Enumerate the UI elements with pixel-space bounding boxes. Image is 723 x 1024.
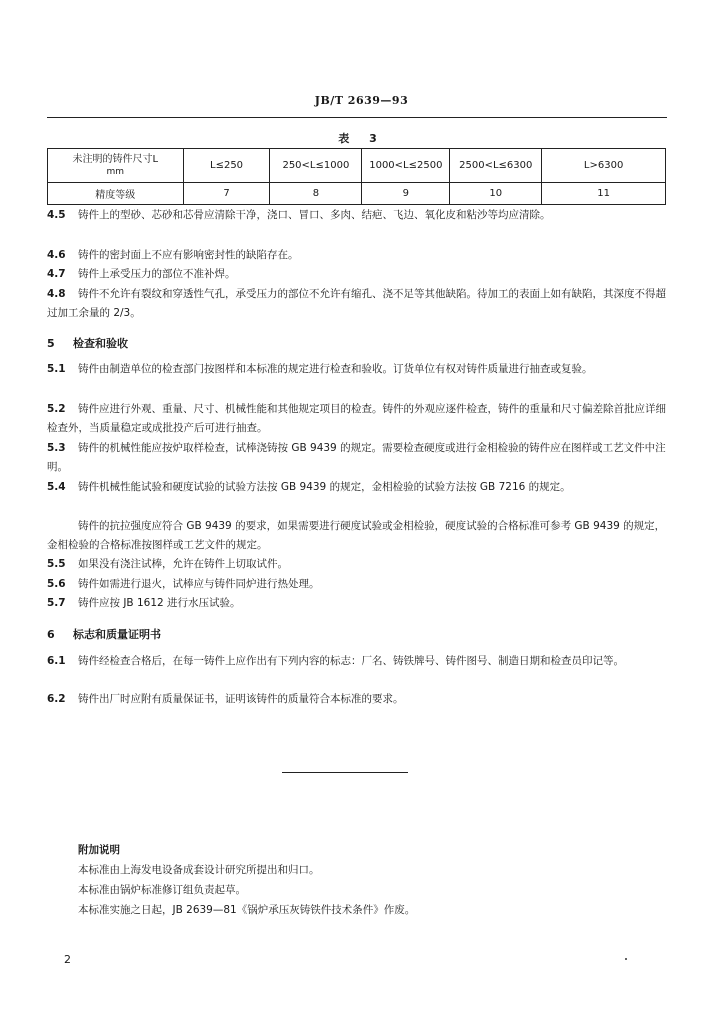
clause-5-2 [47, 400, 672, 437]
page-number: 2 [64, 953, 71, 966]
clause-5-5 [47, 555, 672, 574]
clause-5-6 [47, 575, 672, 594]
table-cell: 9 [362, 183, 450, 205]
clause-4-8 [47, 285, 672, 322]
table-header-cell: 精度等级 [48, 183, 184, 205]
clause-5-1 [47, 360, 672, 379]
clause-6-1 [47, 652, 672, 671]
table-cell: 10 [450, 183, 542, 205]
clause-text: 铸件的密封面上不应有影响密封性的缺陷存在。 [78, 249, 299, 261]
table-cell: 7 [183, 183, 270, 205]
table-cell: 250<L≤1000 [270, 149, 362, 183]
clause-text: 铸件不允许有裂纹和穿透性气孔，承受压力的部位不允许有缩孔、浇不足等其他缺陷。待加工的表面上如有缺陷，其深度不得超过加工余量的 2/3。 [47, 288, 666, 319]
clause-5-7 [47, 594, 672, 613]
clause-number: 5.7 [47, 597, 66, 609]
clause-text: 铸件出厂时应附有质量保证书，证明该铸件的质量符合本标准的要求。 [78, 693, 404, 705]
table-cell: 2500<L≤6300 [450, 149, 542, 183]
clause-number: 4.8 [47, 288, 66, 300]
clause-number: 6.2 [47, 693, 66, 705]
clause-text: 铸件机械性能试验和硬度试验的试验方法按 GB 9439 的规定，金相检验的试验方法按 GB 7216 的规定。 [78, 481, 571, 493]
table-cell: L>6300 [542, 149, 666, 183]
clause-4-5 [47, 206, 672, 225]
end-of-text-rule [282, 772, 408, 773]
notes-line: 本标准由锅炉标准修订组负责起草。 [78, 884, 246, 896]
clause-5-4-continued: 铸件的抗拉强度应符合 GB 9439 的要求，如果需要进行硬度试验或金相检验，硬度试验的合格标准可参考 GB 9439 的规定，金相检验的合格标准按图样或工艺文件的规定。 [47, 520, 666, 551]
section-number: 5 [47, 337, 55, 350]
notes-line: 本标准由上海发电设备成套设计研究所提出和归口。 [78, 864, 320, 876]
clause-text: 铸件如需进行退火，试棒应与铸件同炉进行热处理。 [78, 578, 320, 590]
section-number: 6 [47, 628, 55, 641]
clause-6-2 [47, 690, 672, 709]
clause-number: 4.6 [47, 249, 66, 261]
tolerance-table [47, 148, 666, 205]
clause-text: 如果没有浇注试棒，允许在铸件上切取试件。 [78, 558, 288, 570]
section-6-heading [47, 626, 161, 642]
clause-5-3 [47, 439, 672, 476]
clause-number: 5.5 [47, 558, 66, 570]
standard-code-header: JB/T 2639—93 [314, 94, 409, 107]
clause-text: 铸件的机械性能应按炉取样检查，试棒浇铸按 GB 9439 的规定。需要检查硬度或进行金相检验的铸件应在图样或工艺文件中注明。 [47, 442, 666, 473]
notes-line: 本标准实施之日起，JB 2639—81《锅炉承压灰铸铁件技术条件》作废。 [78, 904, 416, 916]
clause-5-4 [47, 478, 672, 497]
clause-text: 铸件由制造单位的检查部门按图样和本标准的规定进行检查和验收。订货单位有权对铸件质量进行抽查或复验。 [78, 363, 593, 375]
clause-4-7 [47, 265, 672, 284]
clause-text: 铸件上承受压力的部位不准补焊。 [78, 268, 236, 280]
header-rule [47, 117, 667, 118]
clause-number: 5.6 [47, 578, 66, 590]
clause-number: 4.5 [47, 209, 66, 221]
clause-number: 5.4 [47, 481, 66, 493]
clause-text: 铸件上的型砂、芯砂和芯骨应清除干净，浇口、冒口、多肉、结疤、飞边、氧化皮和粘沙等均应清除。 [78, 209, 551, 221]
scan-speck [625, 958, 627, 960]
clause-number: 5.3 [47, 442, 66, 454]
table-header-cell [48, 149, 184, 183]
section-title: 检查和验收 [73, 337, 128, 350]
table-cell: L≤250 [183, 149, 270, 183]
section-5-heading [47, 335, 128, 351]
clause-4-6 [47, 246, 672, 265]
notes-title: 附加说明 [78, 844, 120, 856]
clause-text: 铸件应进行外观、重量、尺寸、机械性能和其他规定项目的检查。铸件的外观应逐件检查，铸件的重量和尺寸偏差除首批应详细检查外，当质量稳定或成批投产后可进行抽查。 [47, 403, 666, 434]
clause-text: 铸件经检查合格后，在每一铸件上应作出有下列内容的标志：厂名、铸铁牌号、铸件图号、制造日期和检查员印记等。 [78, 655, 624, 667]
clause-number: 5.2 [47, 403, 66, 415]
table-cell: 11 [542, 183, 666, 205]
table-cell: 8 [270, 183, 362, 205]
clause-number: 6.1 [47, 655, 66, 667]
additional-notes [78, 840, 678, 920]
section-title: 标志和质量证明书 [73, 628, 161, 641]
table-cell: 1000<L≤2500 [362, 149, 450, 183]
row-label-line2: mm [106, 166, 125, 177]
table-row [48, 183, 666, 205]
row-label-line1: 未注明的铸件尺寸L [72, 153, 159, 165]
table-caption: 表 3 [338, 132, 385, 145]
clause-number: 4.7 [47, 268, 66, 280]
clause-text: 铸件应按 JB 1612 进行水压试验。 [78, 597, 241, 609]
clause-number: 5.1 [47, 363, 66, 375]
table-row [48, 149, 666, 183]
